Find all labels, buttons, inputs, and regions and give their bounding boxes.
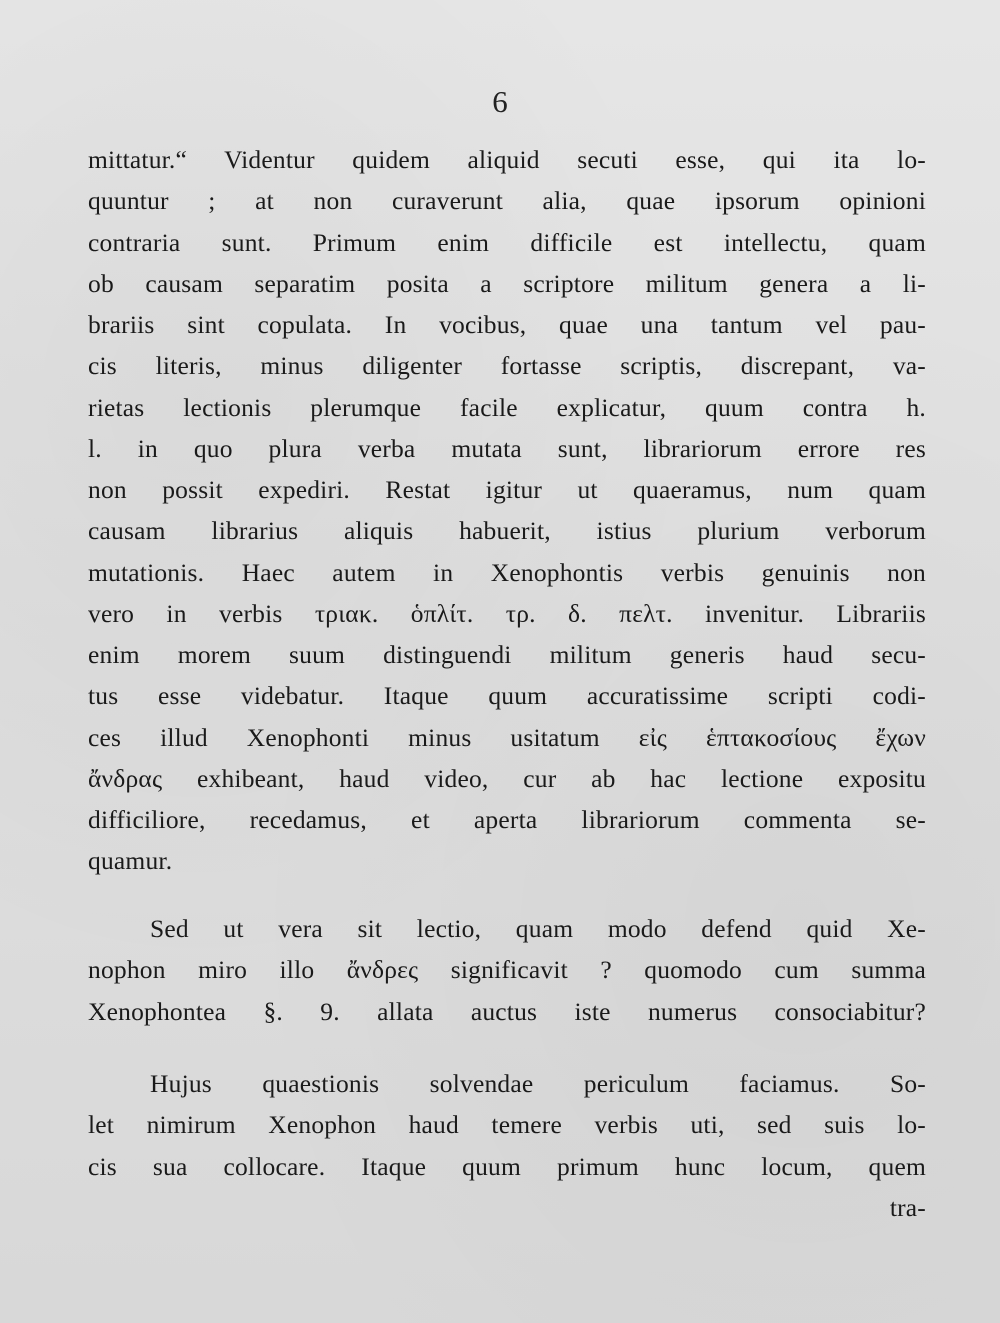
text-line: difficiliore, recedamus, et aperta librariorum commenta se- <box>88 805 926 834</box>
text-line: non possit expediri. Restat igitur ut quaeramus, num quam <box>88 475 926 504</box>
text-line: mutationis. Haec autem in Xenophontis verbis genuinis non <box>88 557 926 587</box>
text-line: let nimirum Xenophon haud temere verbis uti, sed suis lo- <box>88 1110 926 1140</box>
catchword: tra- <box>889 1192 926 1222</box>
text-line: enim morem suum distinguendi militum generis haud secu- <box>88 640 926 669</box>
text-line: Hujus quaestionis solvendae periculum faciamus. So- <box>150 1069 926 1098</box>
text-line: mittatur.“ Videntur quidem aliquid secuti esse, qui ita lo- <box>88 145 926 174</box>
text-line: quamur. <box>88 846 173 876</box>
text-line: ob causam separatim posita a scriptore militum genera a li- <box>88 268 926 298</box>
text-line: vero in verbis τριακ. ὁπλίτ. τρ. δ. πελτ. invenitur. Librariis <box>88 598 926 628</box>
text-line: l. in quo plura verba mutata sunt, librariorum errore res <box>88 433 926 463</box>
text-line: contraria sunt. Primum enim difficile est intellectu, quam <box>88 227 926 257</box>
text-line: Xenophontea §. 9. allata auctus iste numerus consociabitur? <box>88 996 926 1026</box>
paragraph-2 <box>88 908 926 1032</box>
text-line: ἄνδρας exhibeant, haud video, cur ab hac lectione expositu <box>88 763 926 793</box>
text-line: ces illud Xenophonti minus usitatum εἰς ἑπτακοσίους ἔχων <box>88 722 926 752</box>
text-line: cis literis, minus diligenter fortasse scriptis, discrepant, va- <box>88 351 926 381</box>
paragraph-1 <box>88 139 926 882</box>
text-line: nophon miro illo ἄνδρες significavit ? quomodo cum summa <box>88 955 926 985</box>
text-line: causam librarius aliquis habuerit, istius plurium verborum <box>88 516 926 546</box>
text-line: Sed ut vera sit lectio, quam modo defend quid Xe- <box>150 914 926 943</box>
text-line: quuntur ; at non curaverunt alia, quae ipsorum opinioni <box>88 186 926 216</box>
text-line: tus esse videbatur. Itaque quum accuratissime scripti codi- <box>88 681 926 711</box>
text-line: brariis sint copulata. In vocibus, quae una tantum vel pau- <box>88 310 926 339</box>
page-number: 6 <box>492 84 508 119</box>
text-line: cis sua collocare. Itaque quum primum hunc locum, quem <box>88 1151 926 1181</box>
paragraph-3 <box>88 1063 926 1228</box>
text-line: rietas lectionis plerumque facile explicatur, quum contra h. <box>88 392 926 422</box>
